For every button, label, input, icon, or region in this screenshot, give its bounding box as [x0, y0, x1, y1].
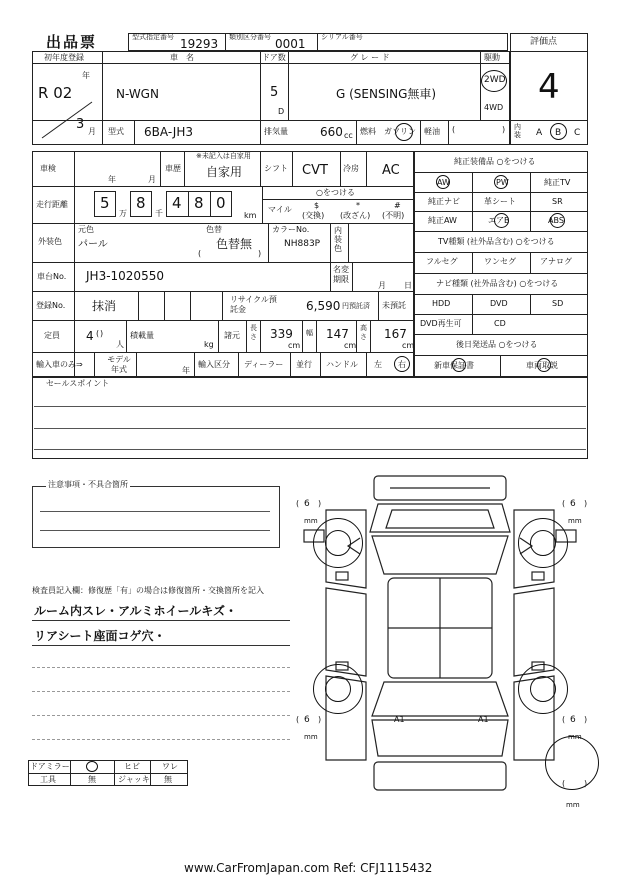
mileage-label: 走行距離	[36, 200, 68, 209]
meter-unknown: (不明)	[382, 211, 405, 220]
scratch-label: ヒビ	[124, 762, 140, 771]
tire-spare-unit: mm	[566, 801, 580, 809]
equip-aw: AW	[437, 178, 450, 187]
tv-oneseg: ワンセグ	[484, 257, 516, 266]
chassis-value: JH3-1020550	[86, 269, 164, 283]
mileage-digit-5: 0	[216, 194, 226, 212]
doors-value: 5	[270, 85, 279, 100]
capacity-value: 4	[86, 329, 94, 343]
door-mirror-label: ドアミラー	[30, 762, 70, 771]
tv-title: TV種類 (社外品含む) ○をつける	[438, 237, 555, 246]
handle-label: ハンドル	[326, 360, 358, 369]
tire-rl-value: 6	[304, 715, 310, 725]
equip-genuine-navi: 純正ナビ	[428, 197, 460, 206]
meter-altered-sym: *	[356, 201, 360, 210]
handle-left: 左	[374, 360, 382, 369]
shift-value: CVT	[302, 163, 328, 178]
car-name-label: 車 名	[170, 53, 194, 62]
interior-label: 内装	[514, 123, 521, 139]
original-color-value: パール	[78, 239, 108, 250]
tools-value: 無	[88, 775, 96, 784]
load-label: 積載量	[130, 331, 154, 340]
registration-label: 登録No.	[36, 301, 66, 310]
equip-pw: PW	[496, 178, 509, 187]
fuel-gasoline: ガソリン	[384, 127, 416, 136]
shaken-label: 車検	[40, 164, 56, 173]
cooler-value: AC	[382, 163, 400, 178]
tire-fl-unit: mm	[304, 517, 318, 525]
first-reg-month-unit: 月	[88, 127, 96, 136]
docs-manual-circle	[537, 358, 551, 372]
equip-abs-circle	[550, 213, 565, 228]
meter-exchange-sym: $	[314, 201, 320, 210]
model-value: 6BA-JH3	[144, 125, 194, 139]
grade-label: グ レ ー ド	[350, 53, 390, 62]
mileage-digit-2: 8	[136, 194, 146, 212]
registration-value: 抹消	[92, 299, 117, 313]
model-year-label: モデル年式	[107, 355, 131, 374]
shaken-year-unit: 年	[108, 175, 116, 184]
mileage-digit-3: 4	[172, 194, 182, 212]
first-reg-year-unit: 年	[82, 71, 90, 80]
navi-title: ナビ種類 (社外品含む) ○をつける	[436, 279, 559, 288]
meter-exchange: (交換)	[302, 211, 325, 220]
color-change-value: 色替無	[216, 237, 253, 251]
width-value: 147	[326, 327, 349, 341]
equip-aw-circle	[436, 175, 450, 189]
mileage-sen: 千	[155, 209, 163, 218]
model-year-unit: 年	[182, 366, 190, 375]
doors-label: ドア数	[262, 53, 286, 62]
navi-hdd: HDD	[432, 299, 451, 308]
load-kg: kg	[204, 340, 214, 349]
color-no-label: カラーNo.	[272, 225, 310, 234]
handle-right: 右	[398, 360, 406, 369]
height-value: 167	[384, 327, 407, 341]
spare-tire	[545, 733, 599, 790]
mileage-digit-1: 5	[100, 194, 110, 212]
meter-mile: マイル	[268, 205, 292, 214]
footer-watermark: www.CarFromJapan.com Ref: CFJ1115432	[184, 861, 433, 875]
dims-label: 諸元	[224, 331, 240, 340]
equip-airbag-circle	[494, 213, 509, 228]
navi-sd: SD	[552, 299, 564, 308]
door-mirror-mark	[86, 761, 98, 772]
tire-rr-value: 6	[570, 715, 576, 725]
length-label: 長さ	[250, 324, 257, 341]
tv-fullseg: フルセグ	[426, 257, 458, 266]
height-cm: cm	[402, 341, 415, 350]
displacement-label: 排気量	[264, 127, 288, 136]
meter-attach: ○をつける	[316, 188, 355, 197]
interior-color-label: 内装色	[334, 226, 342, 253]
interior-c: C	[574, 128, 581, 138]
mileage-man: 万	[119, 209, 127, 218]
grade-points-label: 評価点	[530, 37, 558, 47]
history-note: ※未記入は自家用	[196, 152, 251, 160]
class-label: 類別区分番号	[229, 33, 271, 41]
handle-right-circle	[394, 356, 410, 372]
equip-airbag: エアB	[488, 216, 510, 225]
mileage-digit-4: 8	[194, 194, 204, 212]
original-color-label: 元色	[78, 225, 94, 234]
equip-leather: 革シート	[484, 197, 516, 206]
notes-title: 注意事項・不具合箇所	[48, 480, 128, 489]
docs-title: 後日発送品 ○をつける	[456, 340, 538, 349]
equip-genuine-aw: 純正AW	[428, 216, 457, 225]
serial-label: シリアル番号	[321, 33, 363, 41]
tire-fr-unit: mm	[568, 517, 582, 525]
damage-mark-rear-left: A1	[394, 715, 405, 724]
equip-genuine-tv: 純正TV	[544, 178, 571, 187]
doors-suffix: D	[278, 107, 285, 116]
genuine-title: 純正装備品 ○をつける	[454, 157, 536, 166]
navi-dvd-player: DVD再生可	[420, 319, 462, 328]
width-label: 幅	[306, 329, 313, 337]
recycle-unpaid: 未預託	[382, 301, 406, 310]
interior-b: B	[555, 128, 562, 138]
length-cm: cm	[288, 341, 301, 350]
car-name: N-WGN	[116, 87, 159, 101]
notes-line-2: リアシート座面コゲ穴・	[34, 629, 166, 643]
capacity-unit: 人	[116, 340, 124, 349]
recycle-suffix: 円預託済	[342, 302, 370, 310]
displacement-value: 660	[320, 125, 343, 139]
drive-4wd: 4WD	[484, 103, 504, 112]
displacement-cc: cc	[344, 131, 353, 140]
model-cert-label: 型式指定番号	[132, 33, 174, 41]
notes-box	[32, 486, 280, 548]
import-type-label: 輸入区分	[198, 360, 230, 369]
notes-line-1: ルーム内スレ・アルミホイールキズ・	[34, 604, 238, 618]
tire-fr-value: 6	[570, 499, 576, 509]
shift-label: シフト	[264, 164, 288, 173]
first-reg-year: R 02	[38, 84, 73, 102]
name-change-month-unit: 月	[378, 281, 386, 290]
capacity-label: 定員	[44, 331, 60, 340]
meter-altered: (改ざん)	[340, 211, 371, 220]
chassis-label: 車台No.	[37, 272, 67, 281]
length-value: 339	[270, 327, 293, 341]
color-no-value: NH883P	[284, 239, 321, 249]
docs-warranty: 新車保証書	[434, 361, 474, 370]
model-label: 型式	[108, 127, 124, 136]
import-parallel: 並行	[296, 360, 312, 369]
recycle-label: リサイクル預託金	[230, 295, 277, 314]
tire-fl-value: 6	[304, 499, 310, 509]
equip-abs: ABS	[548, 216, 564, 225]
drive-2wd: 2WD	[484, 75, 506, 85]
document-title: 出品票	[46, 33, 98, 51]
height-label: 高さ	[360, 324, 367, 341]
grade-value: G (SENSING無車)	[336, 87, 437, 101]
sales-point-label: セールスポイント	[46, 379, 110, 388]
meter-unknown-sym: #	[394, 201, 401, 210]
drive-label: 駆動	[484, 53, 500, 62]
class-value: 0001	[275, 37, 306, 51]
sales-point-box	[32, 377, 588, 459]
equip-pw-circle	[494, 175, 508, 189]
width-cm: cm	[344, 341, 357, 350]
history-value: 自家用	[206, 165, 243, 179]
fuel-label: 燃料	[360, 127, 376, 136]
tools-label: 工具	[40, 775, 56, 784]
jack-label: ジャッキ	[118, 775, 150, 784]
damage-mark-rear-right: A1	[478, 715, 489, 724]
history-label: 車歴	[165, 164, 181, 173]
import-dealer: ディーラー	[244, 360, 284, 369]
tire-rl-unit: mm	[304, 733, 318, 741]
mileage-km: km	[244, 211, 257, 220]
tire-rr-unit: mm	[568, 733, 582, 741]
fuel-gasoline-circle	[395, 123, 413, 141]
first-reg-month: 3	[76, 117, 85, 132]
docs-manual: 車両取説	[526, 361, 558, 370]
navi-dvd: DVD	[490, 299, 508, 308]
recycle-value: 6,590	[306, 299, 341, 313]
color-label: 外装色	[38, 237, 62, 246]
diesel-label: 軽油	[424, 127, 440, 136]
first-reg-label: 初年度登録	[44, 53, 84, 62]
crack-label: ワレ	[162, 762, 178, 771]
navi-cd: CD	[494, 319, 506, 328]
jack-value: 無	[164, 775, 172, 784]
inspector-label: 検査員記入欄：修復歴「有」の場合は修復箇所・交換箇所を記入	[32, 586, 264, 595]
name-change-label: 名変期限	[333, 265, 349, 284]
color-change-label: 色替	[206, 225, 222, 234]
shaken-month-unit: 月	[148, 175, 156, 184]
interior-a: A	[536, 128, 543, 138]
import-only-label: 輸入車のみ⇒	[36, 360, 83, 369]
model-cert-value: 19293	[180, 37, 219, 51]
tv-analog: アナログ	[540, 257, 572, 266]
docs-warranty-circle	[452, 358, 466, 372]
grade-points-value: 4	[538, 67, 560, 107]
cooler-label: 冷房	[343, 164, 359, 173]
interior-b-circle	[550, 123, 567, 140]
equip-sr: SR	[552, 197, 563, 206]
